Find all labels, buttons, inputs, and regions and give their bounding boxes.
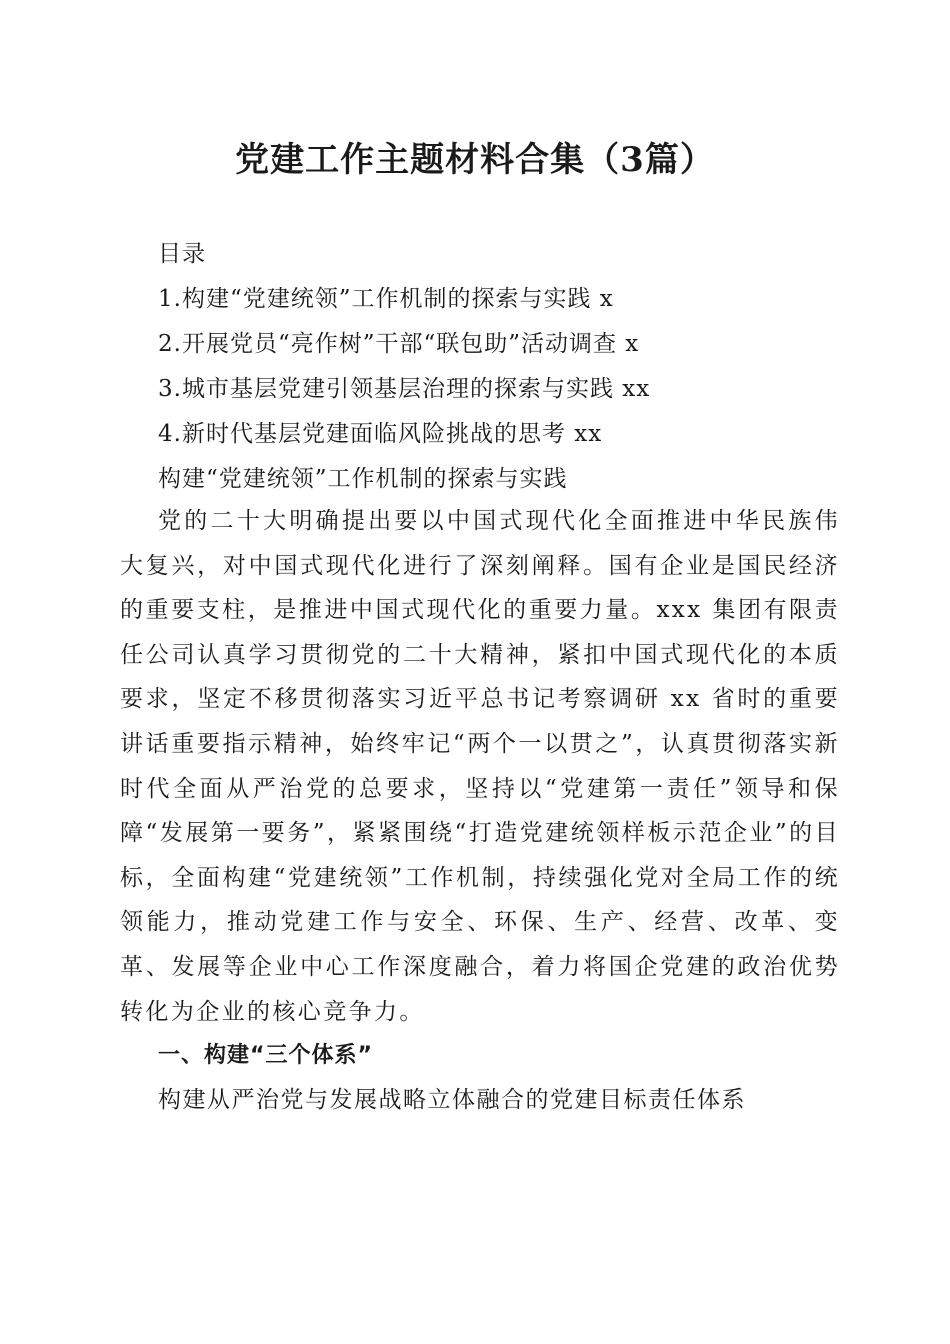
- article-body: [120, 499, 840, 1122]
- toc-heading: 目录: [158, 241, 206, 267]
- section-heading: 一、构建“三个体系”: [158, 1043, 373, 1069]
- document-title: 党建工作主题材料合集（3篇）: [235, 140, 715, 180]
- section-subheading: 构建从严治党与发展战略立体融合的党建目标责任体系: [158, 1087, 746, 1114]
- toc-item: 3.城市基层党建引领基层治理的探索与实践 xx: [158, 376, 651, 402]
- article-title: 构建“党建统领”工作机制的探索与实践: [158, 466, 568, 492]
- table-of-contents: [158, 232, 858, 502]
- toc-item: 2.开展党员“亮作树”干部“联包助”活动调查 x: [158, 331, 640, 357]
- intro-paragraph: 党的二十大明确提出要以中国式现代化全面推进中华民族伟大复兴，对中国式现代化进行了深刻阐释。国有企业是国民经济的重要支柱，是推进中国式现代化的重要力量。xxx 集团有限责任公司认真学习贯彻党的二十大精神，紧扣中国式现代化的本质要求，坚定不移贯彻落实习近平总书记考察调研 xx 省时的重要讲话重要指示精神，始终牢记“两个一以贯之”，认真贯彻落实新时代全面从严治党的总要求，坚持以“党建第一责任”领导和保障“发展第一要务”，紧紧围绕“打造党建统领样板示范企业”的目标，全面构建“党建统领”工作机制，持续强化党对全局工作的统领能力，推动党建工作与安全、环保、生产、经营、改革、变革、发展等企业中心工作深度融合，着力将国企党建的政治优势转化为企业的核心竞争力。: [120, 508, 840, 1025]
- toc-item: 4.新时代基层党建面临风险挑战的思考 xx: [158, 421, 603, 447]
- toc-item: 1.构建“党建统领”工作机制的探索与实践 x: [158, 286, 614, 312]
